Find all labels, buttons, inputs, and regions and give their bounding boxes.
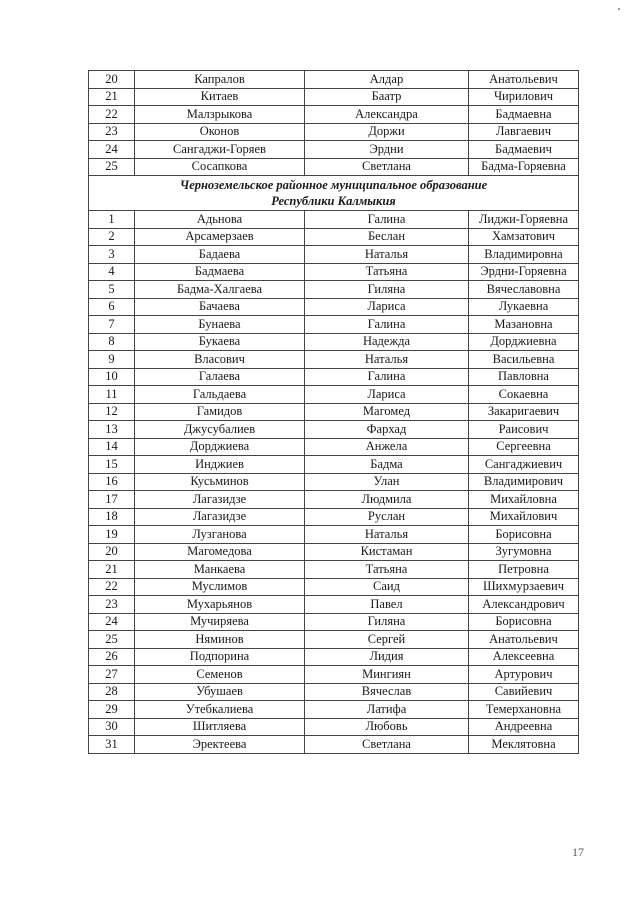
table-row — [89, 281, 579, 299]
cell-number: 3 — [89, 246, 135, 264]
cell-surname: Магомедова — [135, 543, 305, 561]
table-row — [89, 613, 579, 631]
table-row — [89, 228, 579, 246]
table-row — [89, 526, 579, 544]
cell-surname: Адьнова — [135, 211, 305, 229]
cell-first-name: Галина — [305, 211, 469, 229]
cell-surname: Убушаев — [135, 683, 305, 701]
cell-first-name: Латифа — [305, 701, 469, 719]
cell-first-name: Галина — [305, 368, 469, 386]
cell-surname: Джусубалиев — [135, 421, 305, 439]
table-row — [89, 631, 579, 649]
cell-number: 8 — [89, 333, 135, 351]
cell-patronymic: Мазановна — [469, 316, 579, 334]
cell-surname: Подпорина — [135, 648, 305, 666]
cell-first-name: Гиляна — [305, 613, 469, 631]
cell-surname: Малзрыкова — [135, 106, 305, 124]
cell-surname: Бадаева — [135, 246, 305, 264]
cell-number: 14 — [89, 438, 135, 456]
cell-first-name: Павел — [305, 596, 469, 614]
table-row — [89, 491, 579, 509]
cell-number: 30 — [89, 718, 135, 736]
table-row — [89, 508, 579, 526]
cell-number: 19 — [89, 526, 135, 544]
cell-surname: Эректеева — [135, 736, 305, 754]
cell-surname: Мучиряева — [135, 613, 305, 631]
cell-number: 5 — [89, 281, 135, 299]
table-row — [89, 333, 579, 351]
cell-patronymic: Лавгаевич — [469, 123, 579, 141]
cell-number: 20 — [89, 71, 135, 89]
cell-first-name: Татьяна — [305, 561, 469, 579]
cell-first-name: Бадма — [305, 456, 469, 474]
cell-patronymic: Чирилович — [469, 88, 579, 106]
cell-surname: Оконов — [135, 123, 305, 141]
cell-number: 27 — [89, 666, 135, 684]
cell-first-name: Сергей — [305, 631, 469, 649]
cell-surname: Инджиев — [135, 456, 305, 474]
table-row — [89, 473, 579, 491]
cell-number: 17 — [89, 491, 135, 509]
cell-number: 7 — [89, 316, 135, 334]
cell-number: 20 — [89, 543, 135, 561]
cell-first-name: Баатр — [305, 88, 469, 106]
cell-surname: Гамидов — [135, 403, 305, 421]
scan-speck — [618, 8, 620, 10]
cell-surname: Дорджиева — [135, 438, 305, 456]
cell-first-name: Светлана — [305, 158, 469, 176]
section-header-row — [89, 176, 579, 211]
cell-number: 21 — [89, 561, 135, 579]
cell-surname: Бадмаева — [135, 263, 305, 281]
cell-number: 29 — [89, 701, 135, 719]
cell-patronymic: Раисович — [469, 421, 579, 439]
cell-patronymic: Дорджиевна — [469, 333, 579, 351]
section-title-line2: Республики Калмыкия — [271, 194, 396, 208]
cell-first-name: Руслан — [305, 508, 469, 526]
roster-table — [88, 70, 579, 754]
table-row — [89, 421, 579, 439]
table-row — [89, 386, 579, 404]
table-row — [89, 403, 579, 421]
cell-patronymic: Павловна — [469, 368, 579, 386]
cell-number: 1 — [89, 211, 135, 229]
cell-patronymic: Меклятовна — [469, 736, 579, 754]
page-number: 17 — [572, 845, 584, 859]
cell-surname: Сосапкова — [135, 158, 305, 176]
table-row — [89, 88, 579, 106]
cell-number: 22 — [89, 106, 135, 124]
cell-patronymic: Владимировна — [469, 246, 579, 264]
cell-patronymic: Зугумовна — [469, 543, 579, 561]
cell-surname: Сангаджи-Горяев — [135, 141, 305, 159]
cell-patronymic: Сергеевна — [469, 438, 579, 456]
cell-number: 31 — [89, 736, 135, 754]
cell-first-name: Наталья — [305, 526, 469, 544]
cell-number: 28 — [89, 683, 135, 701]
table-row — [89, 141, 579, 159]
table-row — [89, 736, 579, 754]
cell-first-name: Доржи — [305, 123, 469, 141]
cell-number: 25 — [89, 631, 135, 649]
cell-first-name: Анжела — [305, 438, 469, 456]
table-row — [89, 246, 579, 264]
table-row — [89, 648, 579, 666]
cell-number: 6 — [89, 298, 135, 316]
cell-first-name: Надежда — [305, 333, 469, 351]
cell-first-name: Наталья — [305, 351, 469, 369]
cell-first-name: Магомед — [305, 403, 469, 421]
cell-first-name: Улан — [305, 473, 469, 491]
cell-number: 22 — [89, 578, 135, 596]
table-row — [89, 71, 579, 89]
cell-first-name: Саид — [305, 578, 469, 596]
table-row — [89, 561, 579, 579]
cell-number: 9 — [89, 351, 135, 369]
cell-number: 24 — [89, 141, 135, 159]
cell-surname: Китаев — [135, 88, 305, 106]
cell-patronymic: Анатольевич — [469, 631, 579, 649]
cell-patronymic: Андреевна — [469, 718, 579, 736]
cell-number: 26 — [89, 648, 135, 666]
cell-patronymic: Борисовна — [469, 526, 579, 544]
cell-first-name: Гиляна — [305, 281, 469, 299]
cell-first-name: Эрдни — [305, 141, 469, 159]
table-row — [89, 298, 579, 316]
cell-surname: Бадма-Халгаева — [135, 281, 305, 299]
cell-patronymic: Сангаджиевич — [469, 456, 579, 474]
cell-patronymic: Бадма-Горяевна — [469, 158, 579, 176]
cell-surname: Галаева — [135, 368, 305, 386]
cell-number: 23 — [89, 596, 135, 614]
cell-first-name: Галина — [305, 316, 469, 334]
cell-number: 15 — [89, 456, 135, 474]
cell-surname: Бунаева — [135, 316, 305, 334]
cell-patronymic: Закаригаевич — [469, 403, 579, 421]
cell-first-name: Вячеслав — [305, 683, 469, 701]
cell-surname: Букаева — [135, 333, 305, 351]
table-row — [89, 666, 579, 684]
cell-number: 23 — [89, 123, 135, 141]
cell-surname: Гальдаева — [135, 386, 305, 404]
table-row — [89, 543, 579, 561]
cell-surname: Утебкалиева — [135, 701, 305, 719]
cell-surname: Арсамерзаев — [135, 228, 305, 246]
cell-surname: Няминов — [135, 631, 305, 649]
cell-patronymic: Лукаевна — [469, 298, 579, 316]
cell-number: 12 — [89, 403, 135, 421]
cell-patronymic: Борисовна — [469, 613, 579, 631]
cell-surname: Мухарьянов — [135, 596, 305, 614]
cell-patronymic: Михайловна — [469, 491, 579, 509]
cell-first-name: Беслан — [305, 228, 469, 246]
cell-first-name: Наталья — [305, 246, 469, 264]
table-row — [89, 106, 579, 124]
cell-patronymic: Михайлович — [469, 508, 579, 526]
table-row — [89, 351, 579, 369]
cell-number: 13 — [89, 421, 135, 439]
cell-surname: Кусьминов — [135, 473, 305, 491]
table-row — [89, 438, 579, 456]
table-row — [89, 368, 579, 386]
table-row — [89, 123, 579, 141]
cell-number: 18 — [89, 508, 135, 526]
cell-number: 4 — [89, 263, 135, 281]
cell-patronymic: Анатольевич — [469, 71, 579, 89]
cell-patronymic: Темерхановна — [469, 701, 579, 719]
cell-first-name: Александра — [305, 106, 469, 124]
table-row — [89, 211, 579, 229]
cell-first-name: Кистаман — [305, 543, 469, 561]
cell-patronymic: Эрдни-Горяевна — [469, 263, 579, 281]
section-group — [89, 176, 579, 211]
table-row — [89, 578, 579, 596]
cell-patronymic: Артурович — [469, 666, 579, 684]
cell-patronymic: Александрович — [469, 596, 579, 614]
cell-first-name: Лариса — [305, 298, 469, 316]
cell-patronymic: Шихмурзаевич — [469, 578, 579, 596]
table-row — [89, 158, 579, 176]
section-title-line1: Черноземельское районное муниципальное образование — [179, 178, 488, 192]
cell-surname: Муслимов — [135, 578, 305, 596]
cell-surname: Семенов — [135, 666, 305, 684]
cell-patronymic: Алексеевна — [469, 648, 579, 666]
cell-surname: Лузганова — [135, 526, 305, 544]
table-row — [89, 263, 579, 281]
cell-patronymic: Вячеславовна — [469, 281, 579, 299]
cell-surname: Капралов — [135, 71, 305, 89]
cell-number: 24 — [89, 613, 135, 631]
cell-number: 11 — [89, 386, 135, 404]
cell-first-name: Мингиян — [305, 666, 469, 684]
cell-number: 10 — [89, 368, 135, 386]
cell-patronymic: Бадмаевна — [469, 106, 579, 124]
table-row — [89, 701, 579, 719]
cell-first-name: Лариса — [305, 386, 469, 404]
cell-number: 2 — [89, 228, 135, 246]
section-rows-group — [89, 211, 579, 754]
cell-number: 21 — [89, 88, 135, 106]
cell-number: 25 — [89, 158, 135, 176]
cell-surname: Власович — [135, 351, 305, 369]
section-header-cell — [89, 176, 579, 211]
table-row — [89, 316, 579, 334]
cell-first-name: Фархад — [305, 421, 469, 439]
cell-first-name: Любовь — [305, 718, 469, 736]
cell-patronymic: Владимирович — [469, 473, 579, 491]
cell-patronymic: Хамзатович — [469, 228, 579, 246]
cell-patronymic: Бадмаевич — [469, 141, 579, 159]
table-row — [89, 596, 579, 614]
cell-surname: Манкаева — [135, 561, 305, 579]
top-rows-group — [89, 71, 579, 176]
cell-first-name: Людмила — [305, 491, 469, 509]
table-row — [89, 683, 579, 701]
cell-first-name: Татьяна — [305, 263, 469, 281]
cell-patronymic: Сокаевна — [469, 386, 579, 404]
cell-patronymic: Петровна — [469, 561, 579, 579]
cell-patronymic: Васильевна — [469, 351, 579, 369]
cell-patronymic: Савийевич — [469, 683, 579, 701]
cell-surname: Бачаева — [135, 298, 305, 316]
table-row — [89, 456, 579, 474]
cell-first-name: Алдар — [305, 71, 469, 89]
cell-first-name: Лидия — [305, 648, 469, 666]
cell-first-name: Светлана — [305, 736, 469, 754]
cell-patronymic: Лиджи-Горяевна — [469, 211, 579, 229]
cell-surname: Лагазидзе — [135, 491, 305, 509]
cell-number: 16 — [89, 473, 135, 491]
cell-surname: Лагазидзе — [135, 508, 305, 526]
table-row — [89, 718, 579, 736]
cell-surname: Шитляева — [135, 718, 305, 736]
